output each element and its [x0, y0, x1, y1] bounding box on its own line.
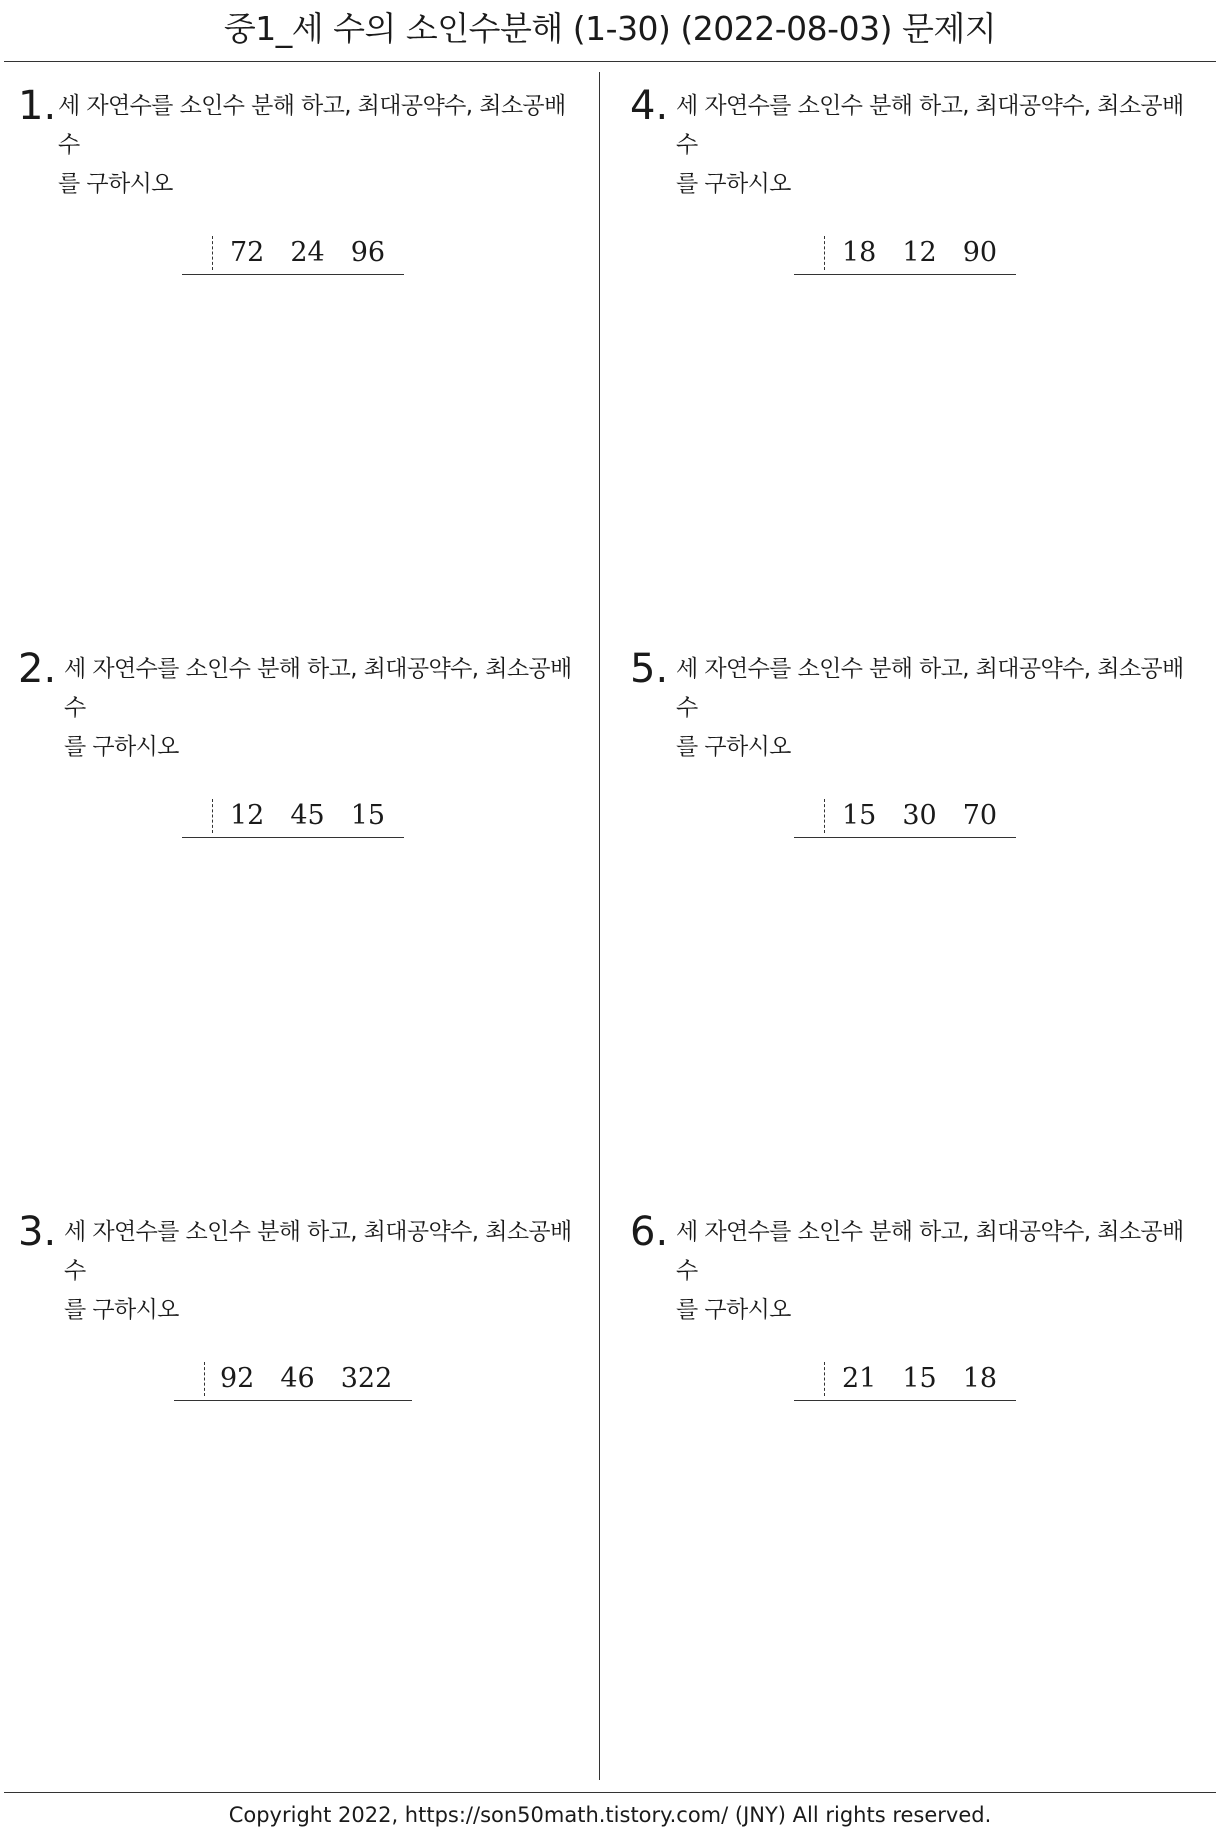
problem-instruction-line2: 를 구하시오 — [676, 1297, 791, 1323]
column-divider — [599, 72, 600, 1780]
division-numbers — [230, 234, 385, 272]
number-value: 21 — [842, 1363, 877, 1394]
division-ladder — [794, 797, 1016, 838]
problem-instruction-line1: 세 자연수를 소인수 분해 하고, 최대공약수, 최소공배수 — [676, 1219, 1184, 1284]
problem-4 — [630, 82, 1200, 622]
problem-instruction-line2: 를 구하시오 — [676, 171, 791, 197]
problem-number: 5. — [630, 646, 669, 692]
problem-instruction-line1: 세 자연수를 소인수 분해 하고, 최대공약수, 최소공배수 — [676, 656, 1184, 721]
division-bar — [212, 236, 213, 270]
header-divider — [4, 61, 1216, 62]
problem-number: 3. — [18, 1209, 57, 1255]
number-value: 322 — [340, 1363, 393, 1394]
problem-instruction — [64, 650, 584, 767]
number-value: 46 — [280, 1363, 315, 1394]
number-value: 18 — [962, 1363, 998, 1394]
problem-6 — [630, 1208, 1200, 1748]
problem-instruction — [676, 87, 1196, 204]
division-numbers — [842, 234, 997, 272]
problem-instruction — [676, 1213, 1196, 1330]
problem-instruction — [58, 87, 578, 204]
copyright-footer: Copyright 2022, https://son50math.tistory.com/ (JNY) All rights reserved. — [228, 1803, 992, 1827]
division-numbers — [230, 797, 385, 835]
number-value: 12 — [230, 800, 265, 831]
number-value: 96 — [350, 237, 386, 268]
number-value: 15 — [350, 800, 386, 831]
division-numbers — [842, 797, 997, 835]
number-value: 18 — [842, 237, 877, 268]
division-ladder — [794, 234, 1016, 275]
division-ladder — [182, 234, 404, 275]
problem-instruction-line2: 를 구하시오 — [64, 1297, 179, 1323]
number-value: 90 — [962, 237, 998, 268]
problem-number: 1. — [18, 83, 57, 129]
problem-3 — [18, 1208, 588, 1748]
division-bar — [204, 1362, 205, 1396]
division-numbers — [842, 1360, 997, 1398]
division-bar — [824, 1362, 825, 1396]
problem-instruction-line2: 를 구하시오 — [64, 734, 179, 760]
division-ladder — [174, 1360, 412, 1401]
problem-1 — [18, 82, 588, 622]
number-value: 15 — [902, 1363, 937, 1394]
problem-number: 6. — [630, 1209, 669, 1255]
number-value: 24 — [290, 237, 325, 268]
problem-2 — [18, 645, 588, 1185]
division-numbers — [220, 1360, 392, 1398]
number-value: 92 — [220, 1363, 255, 1394]
problem-instruction-line1: 세 자연수를 소인수 분해 하고, 최대공약수, 최소공배수 — [64, 656, 572, 721]
problem-number: 4. — [630, 83, 669, 129]
problem-instruction-line1: 세 자연수를 소인수 분해 하고, 최대공약수, 최소공배수 — [64, 1219, 572, 1284]
page-title: 중1_세 수의 소인수분해 (1-30) (2022-08-03) 문제지 — [223, 9, 997, 48]
problem-instruction-line2: 를 구하시오 — [58, 171, 173, 197]
division-bar — [824, 799, 825, 833]
problem-number: 2. — [18, 646, 57, 692]
problem-instruction-line1: 세 자연수를 소인수 분해 하고, 최대공약수, 최소공배수 — [676, 93, 1184, 158]
problem-instruction-line1: 세 자연수를 소인수 분해 하고, 최대공약수, 최소공배수 — [58, 93, 566, 158]
footer-divider — [4, 1792, 1216, 1793]
number-value: 15 — [842, 800, 877, 831]
number-value: 72 — [230, 237, 265, 268]
problem-instruction-line2: 를 구하시오 — [676, 734, 791, 760]
number-value: 30 — [902, 800, 937, 831]
problem-instruction — [64, 1213, 584, 1330]
division-bar — [824, 236, 825, 270]
number-value: 70 — [962, 800, 998, 831]
problem-instruction — [676, 650, 1196, 767]
number-value: 12 — [902, 237, 937, 268]
division-bar — [212, 799, 213, 833]
problem-5 — [630, 645, 1200, 1185]
number-value: 45 — [290, 800, 325, 831]
division-ladder — [182, 797, 404, 838]
division-ladder — [794, 1360, 1016, 1401]
